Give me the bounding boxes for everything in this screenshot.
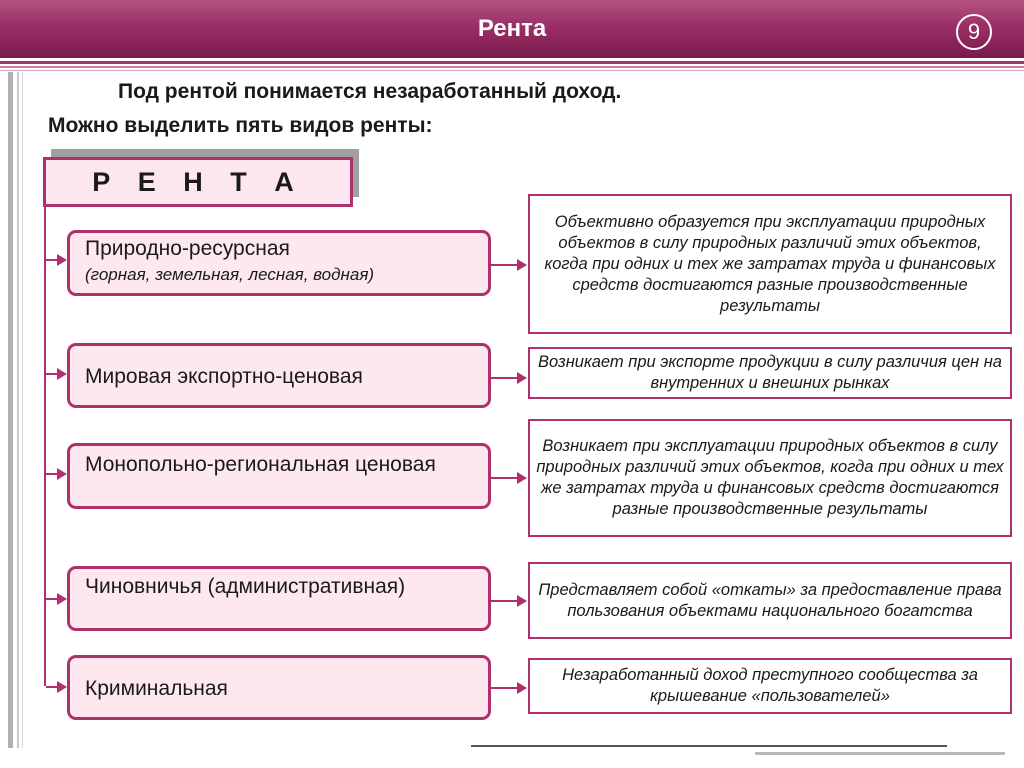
- description-box-natural-resource: [528, 194, 1012, 334]
- arrow-head-icon: [57, 368, 67, 380]
- arrow-head-icon: [57, 468, 67, 480]
- category-title: Монопольно-региональная ценовая: [85, 453, 436, 476]
- description-box-criminal: [528, 658, 1012, 714]
- arrow-head-icon: [57, 254, 67, 266]
- header-divider-line: [0, 70, 1024, 71]
- footer-line: [755, 752, 1005, 755]
- description-connector: [491, 687, 517, 689]
- description-box-monopoly-regional: [528, 419, 1012, 537]
- description-connector: [491, 377, 517, 379]
- arrow-head-icon: [57, 681, 67, 693]
- arrow-head-icon: [517, 472, 527, 484]
- category-subtitle: (горная, земельная, лесная, водная): [85, 265, 375, 284]
- category-box-criminal: [67, 655, 491, 720]
- category-title: Мировая экспортно-ценовая: [85, 365, 363, 388]
- category-box-world-export: [67, 343, 491, 408]
- arrow-head-icon: [517, 259, 527, 271]
- category-title: Природно-ресурсная: [85, 237, 290, 260]
- header-divider-line: [0, 61, 1024, 64]
- category-title: Чиновничья (административная): [85, 575, 406, 598]
- page-number-badge: 9: [956, 14, 992, 50]
- category-title: Криминальная: [85, 677, 228, 700]
- intro-statement: Можно выделить пять видов ренты:: [48, 114, 433, 137]
- left-border-line: [22, 72, 23, 748]
- category-description: Незаработанный доход преступного сообщества за крышевание «пользователей»: [562, 666, 978, 705]
- root-box: Р Е Н Т А: [43, 157, 353, 207]
- tree-spine-line: [44, 204, 46, 686]
- description-connector: [491, 600, 517, 602]
- category-description: Возникает при экспорте продукции в силу различия цен на внутренних и внешних рынках: [538, 353, 1002, 392]
- description-box-bureaucratic: [528, 562, 1012, 639]
- category-description: Объективно образуется при эксплуатации природных объектов в силу природных различий этих объектов, когда при одних и тех же затратах труда и финансовых средств достигаются разные производственные результаты: [544, 212, 996, 315]
- slide-title: Рента: [477, 15, 547, 42]
- description-connector: [491, 477, 517, 479]
- arrow-head-icon: [57, 593, 67, 605]
- header-divider-line: [0, 66, 1024, 68]
- arrow-head-icon: [517, 682, 527, 694]
- arrow-head-icon: [517, 595, 527, 607]
- left-border-line: [8, 72, 13, 748]
- footer-line: [471, 745, 947, 747]
- category-box-bureaucratic: [67, 566, 491, 631]
- description-connector: [491, 264, 517, 266]
- category-box-monopoly-regional: [67, 443, 491, 509]
- category-description: Возникает при эксплуатации природных объектов в силу природных различий этих объектов, когда при одних и тех же затратах труда и финансовых средств достигаются разные производственные результаты: [536, 437, 1004, 518]
- category-description: Представляет собой «откаты» за предоставление права пользования объектами национального богатства: [538, 580, 1002, 620]
- left-border-line: [17, 72, 19, 748]
- description-box-world-export: [528, 347, 1012, 399]
- intro-definition: Под рентой понимается незаработанный доход.: [118, 80, 622, 103]
- category-box-natural-resource: [67, 230, 491, 296]
- arrow-head-icon: [517, 372, 527, 384]
